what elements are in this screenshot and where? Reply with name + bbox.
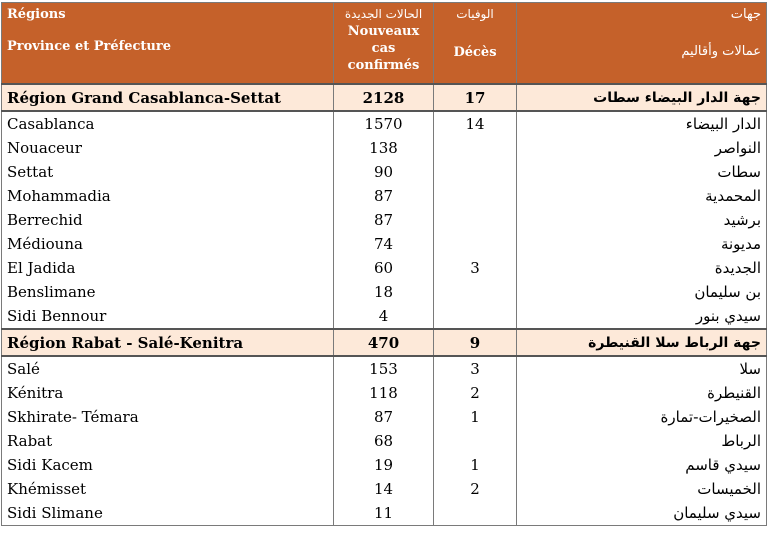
province-name-ar: سلا: [517, 356, 767, 381]
province-name-fr: Skhirate- Témara: [2, 405, 334, 429]
table-row: [2, 405, 767, 429]
province-name-fr: Sidi Kacem: [2, 453, 334, 477]
deaths-value: 9: [434, 329, 517, 356]
deaths-value: 2: [434, 381, 517, 405]
header-regions-ar: [517, 3, 767, 85]
new-cases-value: 87: [334, 208, 434, 232]
new-cases-value: 60: [334, 256, 434, 280]
header-regions-ar-label: جهات: [730, 7, 761, 22]
new-cases-value: 14: [334, 477, 434, 501]
table-row: [2, 304, 767, 329]
header-deaths: [434, 3, 517, 85]
table-row: [2, 429, 767, 453]
province-name-fr: Salé: [2, 356, 334, 381]
deaths-value: 1: [434, 453, 517, 477]
deaths-value: 3: [434, 356, 517, 381]
province-name-ar: المحمدية: [517, 184, 767, 208]
province-name-fr: El Jadida: [2, 256, 334, 280]
deaths-value: [434, 136, 517, 160]
new-cases-value: 74: [334, 232, 434, 256]
table-row: [2, 136, 767, 160]
province-name-ar: الدار البيضاء: [517, 111, 767, 136]
header-new-cases-fr-2: cas: [371, 41, 396, 56]
deaths-value: 14: [434, 111, 517, 136]
province-name-fr: Mohammadia: [2, 184, 334, 208]
table-row: [2, 256, 767, 280]
province-name-fr: Région Grand Casablanca-Settat: [2, 84, 334, 111]
new-cases-value: 11: [334, 501, 434, 526]
deaths-value: [434, 184, 517, 208]
header-regions-label: Régions: [7, 7, 66, 22]
province-name-ar: الجديدة: [517, 256, 767, 280]
deaths-value: [434, 501, 517, 526]
province-name-fr: Berrechid: [2, 208, 334, 232]
table-row: [2, 280, 767, 304]
province-name-fr: Rabat: [2, 429, 334, 453]
new-cases-value: 2128: [334, 84, 434, 111]
header-new-cases-ar: الحالات الجديدة: [344, 7, 423, 21]
deaths-value: [434, 208, 517, 232]
new-cases-value: 153: [334, 356, 434, 381]
table-row: [2, 208, 767, 232]
province-name-ar: مديونة: [517, 232, 767, 256]
table-row: [2, 453, 767, 477]
province-name-fr: Médiouna: [2, 232, 334, 256]
header-regions-fr: [2, 3, 334, 85]
header-new-cases-fr-1: Nouveaux: [347, 24, 420, 39]
province-name-fr: Sidi Bennour: [2, 304, 334, 329]
province-name-ar: جهة الرباط سلا القنيطرة: [517, 329, 767, 356]
region-row: [2, 329, 767, 356]
province-name-ar: جهة الدار البيضاء سطات: [517, 84, 767, 111]
header-new-cases-fr-3: confirmés: [347, 58, 420, 73]
new-cases-value: 4: [334, 304, 434, 329]
header-new-cases: [334, 3, 434, 85]
province-name-fr: Kénitra: [2, 381, 334, 405]
province-name-ar: سيدي سليمان: [517, 501, 767, 526]
header-deaths-ar: الوفيات: [456, 7, 494, 21]
deaths-value: [434, 304, 517, 329]
deaths-value: [434, 280, 517, 304]
table-row: [2, 501, 767, 526]
new-cases-value: 470: [334, 329, 434, 356]
province-name-fr: Nouaceur: [2, 136, 334, 160]
deaths-value: 1: [434, 405, 517, 429]
table-row: [2, 356, 767, 381]
table-row: [2, 477, 767, 501]
province-name-ar: الرباط: [517, 429, 767, 453]
province-name-ar: الصخيرات-تمارة: [517, 405, 767, 429]
header-province-ar-label: عمالات وأقاليم: [681, 44, 761, 59]
table-row: [2, 184, 767, 208]
table-body: [2, 84, 767, 526]
table-row: [2, 111, 767, 136]
table-row: [2, 160, 767, 184]
province-name-ar: سيدي بنور: [517, 304, 767, 329]
table-row: [2, 232, 767, 256]
province-name-fr: Benslimane: [2, 280, 334, 304]
new-cases-value: 138: [334, 136, 434, 160]
cases-table: [1, 2, 767, 526]
province-name-ar: سيدي قاسم: [517, 453, 767, 477]
deaths-value: 17: [434, 84, 517, 111]
province-name-fr: Sidi Slimane: [2, 501, 334, 526]
province-name-ar: النواصر: [517, 136, 767, 160]
header-province-label: Province et Préfecture: [7, 39, 172, 54]
province-name-ar: برشيد: [517, 208, 767, 232]
deaths-value: [434, 232, 517, 256]
deaths-value: [434, 160, 517, 184]
new-cases-value: 18: [334, 280, 434, 304]
table-row: [2, 381, 767, 405]
new-cases-value: 87: [334, 405, 434, 429]
province-name-ar: القنيطرة: [517, 381, 767, 405]
province-name-ar: الخميسات: [517, 477, 767, 501]
new-cases-value: 19: [334, 453, 434, 477]
province-name-ar: بن سليمان: [517, 280, 767, 304]
province-name-fr: Khémisset: [2, 477, 334, 501]
province-name-fr: Région Rabat - Salé-Kenitra: [2, 329, 334, 356]
deaths-value: 3: [434, 256, 517, 280]
province-name-fr: Settat: [2, 160, 334, 184]
new-cases-value: 118: [334, 381, 434, 405]
deaths-value: 2: [434, 477, 517, 501]
deaths-value: [434, 429, 517, 453]
new-cases-value: 68: [334, 429, 434, 453]
region-row: [2, 84, 767, 111]
header-deaths-fr: Décès: [453, 45, 497, 60]
province-name-fr: Casablanca: [2, 111, 334, 136]
table-header: [2, 3, 767, 85]
province-name-ar: سطات: [517, 160, 767, 184]
new-cases-value: 1570: [334, 111, 434, 136]
new-cases-value: 90: [334, 160, 434, 184]
new-cases-value: 87: [334, 184, 434, 208]
